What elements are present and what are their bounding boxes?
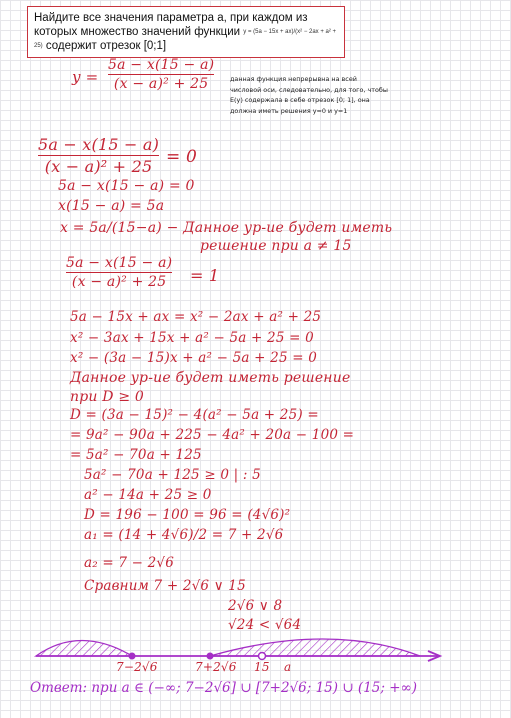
label-7-minus: 7−2√6 — [116, 660, 158, 674]
hatched-region-right — [210, 639, 420, 656]
step-13: = 9a² − 90a + 225 − 4a² + 20a − 100 = — [70, 427, 355, 443]
equation-zero-rhs: = 0 — [166, 147, 198, 167]
explanation-note: данная функция непрерывна на всей числовой оси, следовательно, для того, чтобы E(y) содержала в себе отрезок [0; 1], она должна иметь решения y=0 и y=1 — [230, 75, 388, 115]
point-7-plus — [207, 653, 214, 660]
equation-one-denominator: (x − a)² + 25 — [71, 274, 167, 290]
equation-one-rhs: = 1 — [190, 266, 220, 285]
step-9: x² − (3a − 15)x + a² − 5a + 25 = 0 — [70, 350, 318, 366]
step-4: x(15 − a) = 5a — [58, 198, 165, 214]
label-15: 15 — [254, 660, 270, 674]
step-8: x² − 3ax + 15x + a² − 5a + 25 = 0 — [70, 330, 314, 346]
step-6: решение при a ≠ 15 — [200, 238, 352, 254]
point-7-minus — [129, 653, 136, 660]
equation-zero-denominator: (x − a)² + 25 — [44, 157, 153, 176]
step-15: 5a² − 70a + 125 ≥ 0 | : 5 — [84, 467, 261, 483]
formula-y-numerator: 5a − x(15 − a) — [108, 57, 215, 73]
step-17: D = 196 − 100 = 96 = (4√6)² — [84, 507, 291, 523]
step-20: Сравним 7 + 2√6 ∨ 15 — [84, 578, 246, 594]
step-7: 5a − 15x + ax = x² − 2ax + a² + 25 — [70, 309, 322, 325]
step-22: √24 < √64 — [228, 617, 302, 633]
step-3: 5a − x(15 − a) = 0 — [58, 178, 195, 194]
point-15 — [259, 653, 266, 660]
task-formula: y = (5a − 15x + ax)/(x² − 2ax + a² + 25) — [34, 29, 337, 50]
step-5: x = 5a/(15−a) − Данное ур-ие будет иметь — [60, 220, 393, 236]
equation-one-numerator: 5a − x(15 − a) — [66, 255, 173, 271]
task-text-2: содержит отрезок [0;1] — [45, 40, 167, 53]
step-11: при D ≥ 0 — [70, 389, 145, 405]
answer-line: Ответ: при a ∈ (−∞; 7−2√6] ∪ [7+2√6; 15) ∪ (15; +∞) — [30, 680, 418, 696]
task-text: Найдите все значения параметра a, при каждом из которых множество значений функции — [34, 12, 308, 39]
hatched-region-left — [36, 641, 132, 657]
step-18: a₁ = (14 + 4√6)/2 = 7 + 2√6 — [84, 527, 284, 543]
step-16: a² − 14a + 25 ≥ 0 — [84, 487, 212, 503]
label-7-plus: 7+2√6 — [195, 660, 237, 674]
step-21: 2√6 ∨ 8 — [228, 598, 283, 614]
equation-zero-numerator: 5a − x(15 − a) — [38, 135, 160, 154]
axis-label-a: a — [284, 660, 292, 674]
step-19: a₂ = 7 − 2√6 — [84, 555, 175, 571]
formula-y-lhs: y = — [72, 68, 99, 86]
formula-y-denominator: (x − a)² + 25 — [113, 76, 209, 92]
step-10: Данное ур-ие будет иметь решение — [70, 370, 351, 386]
step-14: = 5a² − 70a + 125 — [70, 447, 202, 463]
step-12: D = (3a − 15)² − 4(a² − 5a + 25) = — [70, 407, 319, 423]
